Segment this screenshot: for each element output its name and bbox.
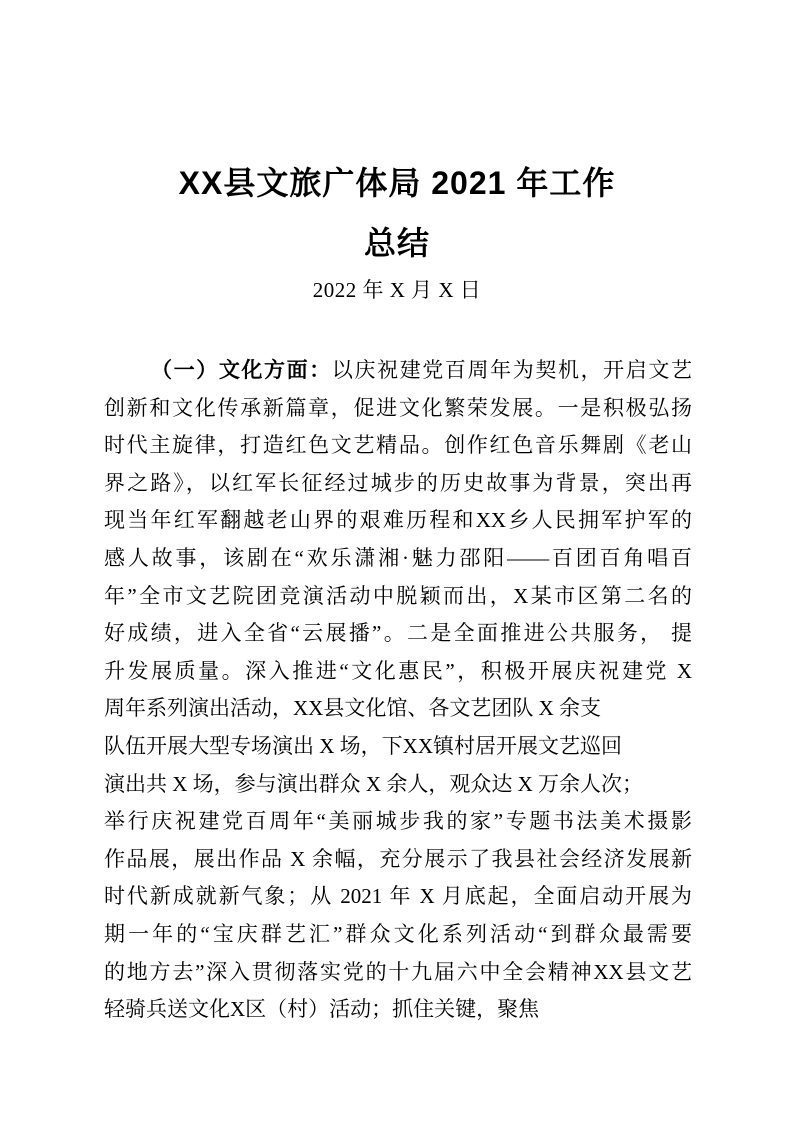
body-line: 感人故事，该剧在“欢乐潇湘·魅力邵阳——百团百角唱百	[104, 545, 692, 570]
body-line: 升发展质量。深入推进“文化惠民”，积极开展庆祝建党 X	[104, 658, 692, 683]
document-title-line-2: 总结	[363, 225, 430, 261]
body-line: 年”全市文艺院团竞演活动中脱颖而出，X某市区第二名的	[104, 583, 692, 608]
document-title-line-1: XX县文旅广体局 2021 年工作	[178, 165, 616, 201]
body-line: 界之路》，以红军长征经过城步的历史故事为背景，突出再	[104, 470, 692, 495]
body-line: 现当年红军翻越老山界的艰难历程和XX乡人民拥军护军的	[104, 508, 692, 533]
body-line: 队伍开展大型专场演出 X 场，下XX镇村居开展文艺巡回	[104, 733, 622, 758]
body-line: （一）文化方面：以庆祝建党百周年为契机，开启文艺	[151, 358, 692, 382]
body-line: 演出共 X 场，参与演出群众 X 余人，观众达 X 万余人次；	[104, 771, 643, 796]
paragraph-lead: （一）文化方面：	[151, 359, 332, 382]
body-line: 举行庆祝建党百周年“美丽城步我的家”专题书法美术摄影	[104, 809, 692, 834]
body-line: 周年系列演出活动，XX县文化馆、各文艺团队 X 余支	[104, 696, 601, 721]
body-paragraph	[104, 352, 692, 1029]
body-line: 时代新成就新气象；从 2021 年 X 月底起，全面启动开展为	[104, 884, 692, 909]
body-line: 期一年的“宝庆群艺汇”群众文化系列活动“到群众最需要	[104, 921, 692, 946]
body-line: 好成绩，进入全省“云展播”。二是全面推进公共服务， 提	[104, 621, 692, 646]
body-line: 轻骑兵送文化X区（村）活动；抓住关键，聚焦	[104, 997, 540, 1022]
body-line: 创新和文化传承新篇章，促进文化繁荣发展。一是积极弘扬	[104, 395, 692, 420]
body-line: 的地方去”深入贯彻落实党的十九届六中全会精神XX县文艺	[104, 959, 692, 984]
body-line: 时代主旋律，打造红色文艺精品。创作红色音乐舞剧《老山	[104, 433, 692, 458]
document-date: 2022 年 X 月 X 日	[312, 278, 482, 302]
body-line: 作品展，展出作品 X 余幅，充分展示了我县社会经济发展新	[104, 846, 692, 871]
